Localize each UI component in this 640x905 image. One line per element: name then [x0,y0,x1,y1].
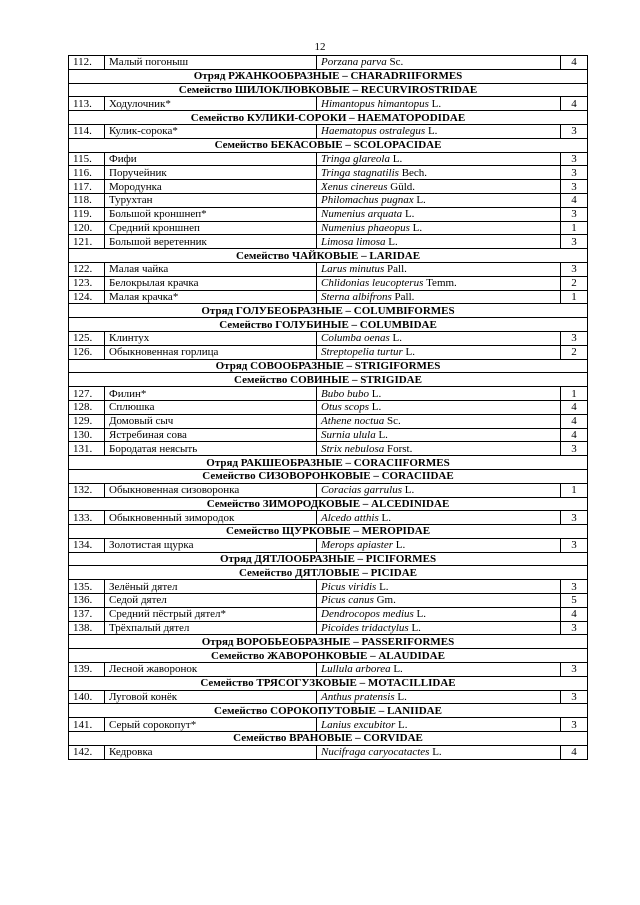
species-number: 122. [69,262,105,276]
species-latin-name-cell [317,511,561,525]
species-latin-name: Picus canus [321,594,374,607]
species-latin-name: Philomachus pugnax [321,194,414,207]
species-category: 4 [561,193,588,207]
species-latin-name: Picus viridis [321,580,377,593]
species-author: L. [427,125,438,138]
family-heading-row [69,111,588,125]
species-number: 142. [69,745,105,759]
species-latin-name-cell [317,124,561,138]
species-number: 118. [69,193,105,207]
species-row [69,235,588,249]
species-category: 2 [561,276,588,290]
family-heading: Семейство ВРАНОВЫЕ – CORVIDAE [69,732,588,746]
species-number: 120. [69,221,105,235]
species-russian-name: Сплюшка [105,400,317,414]
species-author: L. [379,580,389,593]
species-latin-name-cell [317,414,561,428]
species-russian-name: Средний пёстрый дятел* [105,607,317,621]
family-heading-row [69,497,588,511]
species-russian-name: Золотистая щурка [105,538,317,552]
species-author: Pall. [387,263,407,276]
species-latin-name-cell [317,207,561,221]
species-number: 115. [69,152,105,166]
species-latin-name: Sterna albifrons [321,290,392,303]
species-russian-name: Луговой конёк [105,690,317,704]
species-number: 133. [69,511,105,525]
species-latin-name-cell [317,400,561,414]
species-category: 3 [561,690,588,704]
species-category: 4 [561,607,588,621]
species-table [68,55,588,760]
species-russian-name: Малый погоныш [105,56,317,70]
species-category: 3 [561,262,588,276]
species-latin-name: Limosa limosa [321,235,386,248]
species-category: 3 [561,124,588,138]
species-latin-name-cell [317,442,561,456]
species-row [69,152,588,166]
species-row [69,663,588,677]
species-latin-name-cell [317,428,561,442]
species-latin-name: Streptopelia turtur [321,346,403,359]
species-author: L. [371,401,382,414]
species-author: L. [411,622,421,635]
species-row [69,442,588,456]
species-latin-name: Athene noctua [321,415,385,428]
species-category: 3 [561,621,588,635]
species-row [69,221,588,235]
species-row [69,276,588,290]
order-heading: Отряд ДЯТЛООБРАЗНЫЕ – PICIFORMES [69,552,588,566]
species-category: 4 [561,414,588,428]
species-latin-name-cell [317,621,561,635]
species-latin-name-cell [317,483,561,497]
species-latin-name: Numenius arquata [321,208,403,221]
species-russian-name: Клинтух [105,331,317,345]
species-author: L. [432,746,442,759]
species-latin-name: Tringa stagnatilis [321,166,399,179]
family-heading: Семейство ДЯТЛОВЫЕ – PICIDAE [69,566,588,580]
species-row [69,718,588,732]
species-category: 3 [561,511,588,525]
species-latin-name-cell [317,580,561,594]
species-number: 130. [69,428,105,442]
species-russian-name: Кулик-сорока* [105,124,317,138]
species-row [69,594,588,608]
family-heading-row [69,732,588,746]
species-latin-name: Tringa glareola [321,152,390,165]
species-russian-name: Седой дятел [105,594,317,608]
species-number: 132. [69,483,105,497]
species-russian-name: Мородунка [105,180,317,194]
species-latin-name-cell [317,166,561,180]
family-heading: Семейство ЧАЙКОВЫЕ – LARIDAE [69,249,588,263]
species-latin-name-cell [317,745,561,759]
species-number: 128. [69,400,105,414]
family-heading-row [69,566,588,580]
species-category: 3 [561,442,588,456]
species-latin-name: Merops apiaster [321,539,394,552]
species-latin-name-cell [317,663,561,677]
species-category: 3 [561,207,588,221]
species-row [69,331,588,345]
family-heading: Семейство КУЛИКИ-СОРОКИ – HAEMATOPODIDAE [69,111,588,125]
family-heading-row [69,138,588,152]
species-author: L. [398,718,408,731]
species-author: Sc. [386,415,401,428]
species-category: 1 [561,483,588,497]
species-author: L. [392,152,403,165]
species-author: Pall. [394,290,415,303]
species-row [69,180,588,194]
species-russian-name: Лесной жаворонок [105,663,317,677]
species-row [69,414,588,428]
species-latin-name-cell [317,538,561,552]
species-number: 141. [69,718,105,732]
species-number: 131. [69,442,105,456]
species-category: 3 [561,166,588,180]
species-row [69,345,588,359]
species-latin-name-cell [317,718,561,732]
species-russian-name: Ястребиная сова [105,428,317,442]
species-author: L. [431,97,442,110]
species-author: L. [412,221,423,234]
species-latin-name-cell [317,193,561,207]
species-russian-name: Фифи [105,152,317,166]
species-row [69,607,588,621]
family-heading: Семейство ЩУРКОВЫЕ – MEROPIDAE [69,525,588,539]
species-category: 4 [561,97,588,111]
species-row [69,290,588,304]
species-number: 113. [69,97,105,111]
species-russian-name: Домовый сыч [105,414,317,428]
species-row [69,124,588,138]
order-heading-row [69,635,588,649]
family-heading-row [69,249,588,263]
species-number: 125. [69,331,105,345]
species-author: Forst. [387,442,413,455]
species-category: 1 [561,290,588,304]
species-russian-name: Кедровка [105,745,317,759]
species-row [69,207,588,221]
species-category: 4 [561,400,588,414]
species-number: 127. [69,387,105,401]
species-latin-name: Nucifraga caryocatactes [321,746,430,759]
family-heading: Семейство ШИЛОКЛЮВКОВЫЕ – RECURVIROSTRIDAE [69,83,588,97]
species-category: 3 [561,331,588,345]
species-category: 3 [561,663,588,677]
species-number: 123. [69,276,105,290]
species-russian-name: Малая чайка [105,262,317,276]
species-russian-name: Обыкновенная сизоворонка [105,483,317,497]
order-heading-row [69,69,588,83]
species-russian-name: Средний кроншнеп [105,221,317,235]
family-heading-row [69,373,588,387]
species-author: L. [392,332,402,345]
species-latin-name-cell [317,221,561,235]
species-number: 138. [69,621,105,635]
species-author: L. [416,608,427,621]
species-category: 4 [561,745,588,759]
species-row [69,56,588,70]
species-row [69,483,588,497]
species-category: 3 [561,718,588,732]
species-author: L. [404,208,415,221]
species-row [69,387,588,401]
species-row [69,193,588,207]
species-number: 129. [69,414,105,428]
order-heading-row [69,552,588,566]
species-latin-name: Bubo bubo [321,387,369,400]
species-latin-name: Numenius phaeopus [321,221,410,234]
species-author: L. [405,346,416,359]
order-heading-row [69,304,588,318]
species-russian-name: Поручейник [105,166,317,180]
species-latin-name-cell [317,152,561,166]
family-heading-row [69,318,588,332]
species-author: L. [381,511,391,524]
family-heading: Семейство СОВИНЫЕ – STRIGIDAE [69,373,588,387]
species-category: 3 [561,580,588,594]
family-heading: Семейство ЖАВОРОНКОВЫЕ – ALAUDIDAE [69,649,588,663]
species-russian-name: Большой кроншнеп* [105,207,317,221]
species-number: 135. [69,580,105,594]
species-latin-name: Lullula arborea [321,663,391,676]
species-russian-name: Серый сорокопут* [105,718,317,732]
species-author: L. [395,539,406,552]
species-latin-name-cell [317,180,561,194]
family-heading-row [69,676,588,690]
species-latin-name: Alcedo atthis [321,511,379,524]
species-number: 119. [69,207,105,221]
table-body [69,56,588,760]
species-row [69,745,588,759]
species-row [69,538,588,552]
species-row [69,621,588,635]
species-russian-name: Обыкновенная горлица [105,345,317,359]
species-russian-name: Белокрылая крачка [105,276,317,290]
species-number: 121. [69,235,105,249]
species-latin-name-cell [317,331,561,345]
order-heading: Отряд ВОРОБЬЕОБРАЗНЫЕ – PASSERIFORMES [69,635,588,649]
species-author: Güld. [390,180,415,193]
species-category: 1 [561,387,588,401]
species-latin-name-cell [317,276,561,290]
species-number: 114. [69,124,105,138]
species-latin-name-cell [317,56,561,70]
species-row [69,400,588,414]
species-author: L. [378,428,388,441]
species-author: Bech. [401,166,428,179]
species-row [69,97,588,111]
species-author: L. [388,235,398,248]
family-heading-row [69,469,588,483]
family-heading-row [69,649,588,663]
species-latin-name: Surnia ulula [321,428,376,441]
family-heading: Семейство БЕКАСОВЫЕ – SCOLOPACIDAE [69,138,588,152]
species-latin-name: Anthus pratensis [321,691,395,704]
species-row [69,580,588,594]
species-latin-name-cell [317,262,561,276]
order-heading: Отряд ГОЛУБЕОБРАЗНЫЕ – COLUMBIFORMES [69,304,588,318]
species-number: 117. [69,180,105,194]
species-category: 3 [561,180,588,194]
family-heading-row [69,704,588,718]
order-heading: Отряд РАКШЕОБРАЗНЫЕ – CORACIIFORMES [69,456,588,470]
species-author: Sc. [389,56,404,69]
species-russian-name: Филин* [105,387,317,401]
family-heading: Семейство СИЗОВОРОНКОВЫЕ – CORACIIDAE [69,469,588,483]
species-latin-name: Strix nebulosa [321,442,385,455]
species-latin-name: Porzana parva [321,56,387,69]
species-category: 4 [561,428,588,442]
page-number: 12 [314,41,326,53]
species-latin-name: Lanius excubitor [321,718,396,731]
order-heading: Отряд СОВООБРАЗНЫЕ – STRIGIFORMES [69,359,588,373]
species-latin-name: Chlidonias leucopterus [321,277,424,290]
species-latin-name-cell [317,290,561,304]
species-latin-name: Xenus cinereus [321,180,388,193]
species-latin-name-cell [317,345,561,359]
species-author: L. [371,387,382,400]
family-heading: Семейство ЗИМОРОДКОВЫЕ – ALCEDINIDAE [69,497,588,511]
species-latin-name: Coracias garrulus [321,484,402,497]
species-latin-name-cell [317,594,561,608]
species-number: 140. [69,690,105,704]
species-number: 124. [69,290,105,304]
species-latin-name-cell [317,235,561,249]
species-category: 2 [561,345,588,359]
species-author: L. [397,691,407,704]
order-heading-row [69,456,588,470]
species-latin-name: Dendrocopos medius [321,608,414,621]
species-latin-name-cell [317,387,561,401]
species-number: 139. [69,663,105,677]
species-latin-name: Columba oenas [321,332,390,345]
family-heading: Семейство СОРОКОПУТОВЫЕ – LANIIDAE [69,704,588,718]
species-number: 126. [69,345,105,359]
species-latin-name-cell [317,690,561,704]
species-category: 4 [561,56,588,70]
species-russian-name: Зелёный дятел [105,580,317,594]
family-heading-row [69,83,588,97]
species-number: 112. [69,56,105,70]
species-russian-name: Малая крачка* [105,290,317,304]
species-latin-name-cell [317,607,561,621]
species-number: 137. [69,607,105,621]
species-russian-name: Большой веретенник [105,235,317,249]
order-heading: Отряд РЖАНКООБРАЗНЫЕ – CHARADRIIFORMES [69,69,588,83]
species-latin-name: Himantopus himantopus [321,97,429,110]
species-latin-name: Haematopus ostralegus [321,125,426,138]
species-category: 3 [561,152,588,166]
species-row [69,690,588,704]
family-heading: Семейство ГОЛУБИНЫЕ – COLUMBIDAE [69,318,588,332]
species-author: Gm. [376,594,396,607]
species-author: Temm. [426,277,457,290]
species-russian-name: Бородатая неясыть [105,442,317,456]
species-author: L. [393,663,403,676]
species-category: 1 [561,221,588,235]
species-row [69,166,588,180]
species-russian-name: Обыкновенный зимородок [105,511,317,525]
species-number: 134. [69,538,105,552]
species-category: 5 [561,594,588,608]
species-author: L. [416,194,426,207]
species-category: 3 [561,538,588,552]
species-row [69,511,588,525]
species-number: 136. [69,594,105,608]
species-row [69,428,588,442]
species-latin-name: Picoides tridactylus [321,622,409,635]
species-latin-name-cell [317,97,561,111]
family-heading-row [69,525,588,539]
species-russian-name: Трёхпалый дятел [105,621,317,635]
species-russian-name: Ходулочник* [105,97,317,111]
species-category: 3 [561,235,588,249]
family-heading: Семейство ТРЯСОГУЗКОВЫЕ – MOTACILLIDAE [69,676,588,690]
species-author: L. [404,484,415,497]
order-heading-row [69,359,588,373]
species-latin-name: Otus scops [321,401,369,414]
species-number: 116. [69,166,105,180]
species-row [69,262,588,276]
species-russian-name: Турухтан [105,193,317,207]
species-latin-name: Larus minutus [321,263,385,276]
